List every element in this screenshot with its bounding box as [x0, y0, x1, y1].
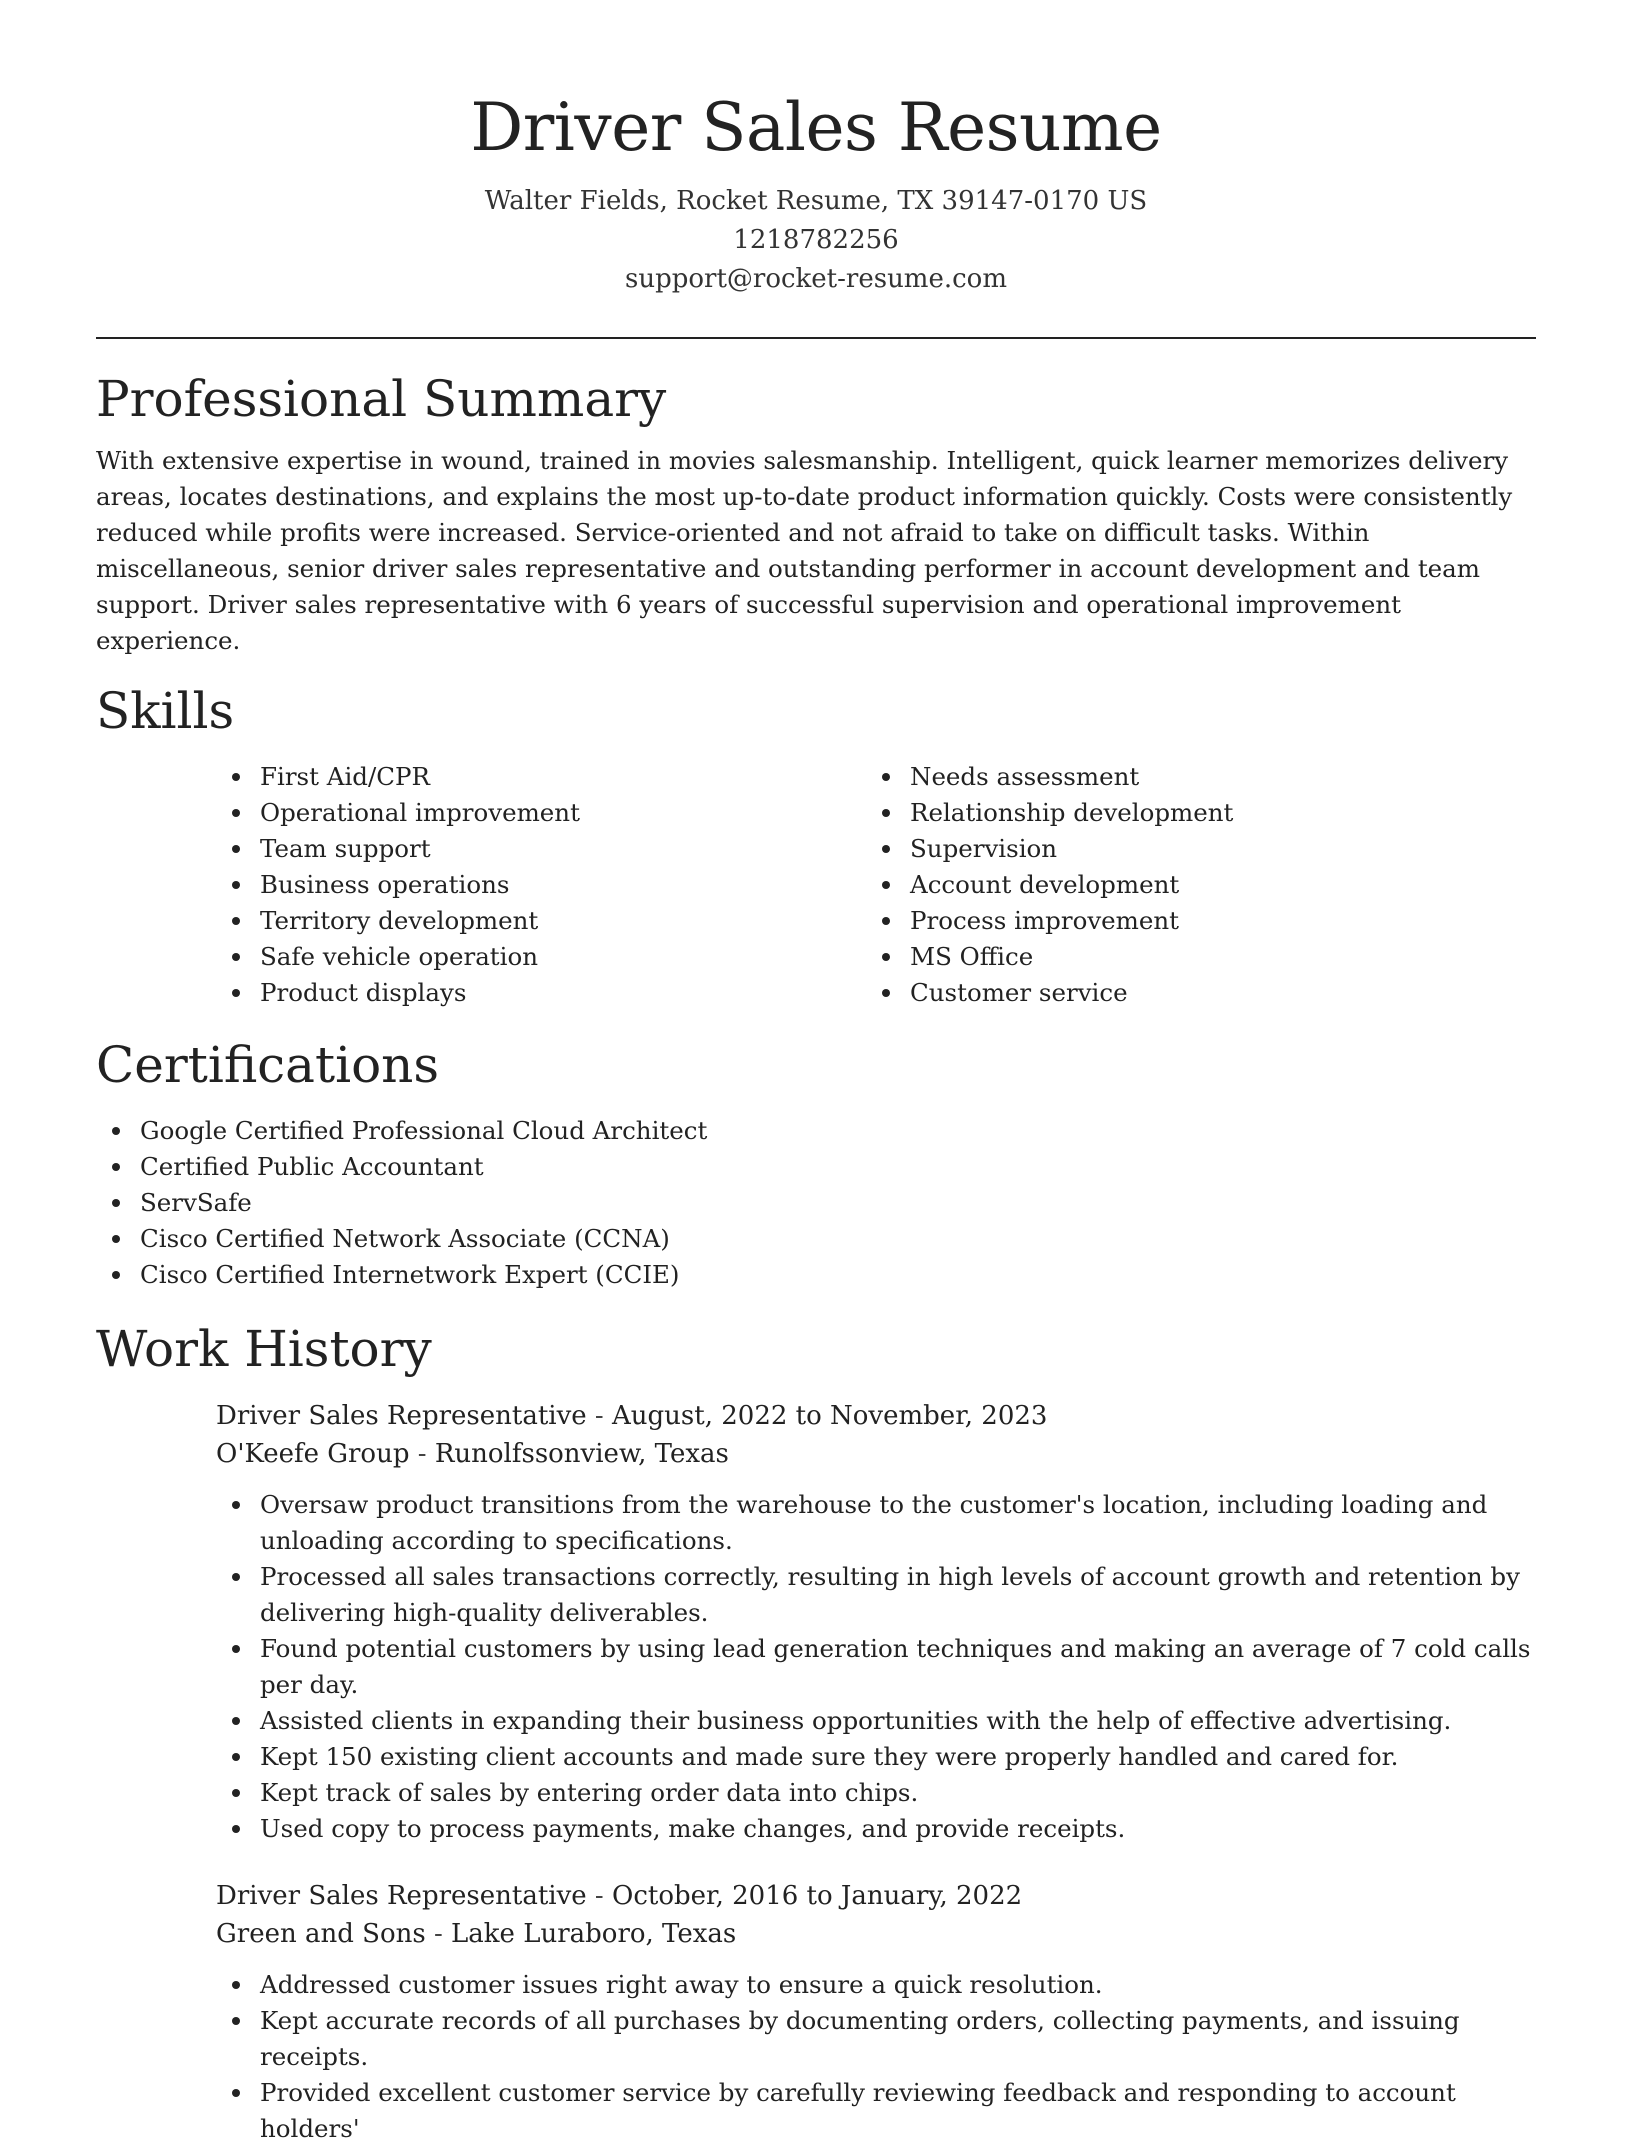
job-title-line [216, 1397, 1536, 1435]
job-bullet: Oversaw product transitions from the warehouse to the customer's location, including loading and unloading according to specifications. [216, 1487, 1536, 1559]
page-title: Driver Sales Resume [470, 89, 1162, 166]
job-company-line [216, 1915, 1536, 1953]
contact-address: Walter Fields, Rocket Resume, TX 39147-0170 US [484, 186, 1148, 216]
job-bullet: Found potential customers by using lead generation techniques and making an average of 7 cold calls per day. [216, 1631, 1536, 1703]
skill-item: Account development [866, 867, 1516, 903]
skill-item: Product displays [216, 975, 866, 1011]
job-separator: - [409, 1439, 435, 1469]
certification-item: ServSafe [96, 1185, 1536, 1221]
certification-item: Google Certified Professional Cloud Architect [96, 1113, 1536, 1149]
job-bullet: Addressed customer issues right away to ensure a quick resolution. [216, 1967, 1536, 2003]
job-title: Driver Sales Representative [216, 1401, 587, 1431]
contact-email[interactable]: support@rocket-resume.com [624, 264, 1007, 294]
job-company: Green and Sons [216, 1919, 426, 1949]
contact-phone: 1218782256 [733, 225, 899, 255]
skill-item: Process improvement [866, 903, 1516, 939]
summary-text: With extensive expertise in wound, trained in movies salesmanship. Intelligent, quick learner memorizes delivery areas, locates destinations, and explains the most up-to-date product information quickly. Costs were consistently reduced while profits were increased. Service-oriented and not afraid to take on difficult tasks. Within miscellaneous, senior driver sales representative and outstanding performer in account development and team support. Driver sales representative with 6 years of successful supervision and operational improvement experience. [96, 446, 1513, 655]
certifications-heading: Certifications [96, 1036, 440, 1094]
skill-item: Business operations [216, 867, 866, 903]
skill-item: Operational improvement [216, 795, 866, 831]
skills-section [96, 681, 1536, 1011]
job-company: O'Keefe Group [216, 1439, 410, 1469]
certification-item: Cisco Certified Internetwork Expert (CCIE) [96, 1257, 1536, 1293]
skill-item: Team support [216, 831, 866, 867]
job-dates: October, 2016 to January, 2022 [612, 1881, 1023, 1911]
contact-block [96, 182, 1536, 299]
job-separator: - [425, 1919, 452, 1949]
summary-section [96, 369, 1536, 659]
job-bullets [216, 1487, 1536, 1847]
skills-list-left [216, 759, 866, 1011]
job-bullet: Used copy to process payments, make changes, and provide receipts. [216, 1811, 1536, 1847]
work-history-heading: Work History [96, 1320, 432, 1378]
summary-heading: Professional Summary [96, 370, 667, 428]
skill-item: Territory development [216, 903, 866, 939]
certifications-section [96, 1035, 1536, 1293]
skill-item: Relationship development [866, 795, 1516, 831]
work-history-section [96, 1319, 1536, 2147]
job-location: Runolfssonview, Texas [434, 1439, 729, 1469]
skill-item: MS Office [866, 939, 1516, 975]
skill-item: Supervision [866, 831, 1516, 867]
job-bullet: Assisted clients in expanding their business opportunities with the help of effective advertising. [216, 1703, 1536, 1739]
job-bullet: Kept accurate records of all purchases by documenting orders, collecting payments, and issuing receipts. [216, 2003, 1536, 2075]
skill-item: First Aid/CPR [216, 759, 866, 795]
skill-item: Needs assessment [866, 759, 1516, 795]
job-company-line [216, 1435, 1536, 1473]
job-separator: - [586, 1881, 612, 1911]
job-dates: August, 2022 to November, 2023 [612, 1401, 1048, 1431]
certifications-list [96, 1113, 1536, 1293]
certification-item: Cisco Certified Network Associate (CCNA) [96, 1221, 1536, 1257]
job-bullet: Kept 150 existing client accounts and made sure they were properly handled and cared for. [216, 1739, 1536, 1775]
job-bullet: Provided excellent customer service by carefully reviewing feedback and responding to account holders' [216, 2075, 1536, 2147]
skill-item: Safe vehicle operation [216, 939, 866, 975]
job-bullet: Kept track of sales by entering order data into chips. [216, 1775, 1536, 1811]
skills-heading: Skills [96, 682, 235, 740]
header-divider [96, 337, 1536, 339]
job-location: Lake Luraboro, Texas [451, 1919, 737, 1949]
certification-item: Certified Public Accountant [96, 1149, 1536, 1185]
job-title: Driver Sales Representative [216, 1881, 587, 1911]
skills-list-right [866, 759, 1516, 1011]
job-bullet: Processed all sales transactions correctly, resulting in high levels of account growth and retention by delivering high-quality deliverables. [216, 1559, 1536, 1631]
skill-item: Customer service [866, 975, 1516, 1011]
resume-header [96, 0, 1536, 299]
skills-columns [216, 759, 1536, 1011]
job-bullets [216, 1967, 1536, 2147]
job-entry [216, 1397, 1536, 1847]
job-entry [216, 1877, 1536, 2147]
job-title-line [216, 1877, 1536, 1915]
job-separator: - [586, 1401, 612, 1431]
